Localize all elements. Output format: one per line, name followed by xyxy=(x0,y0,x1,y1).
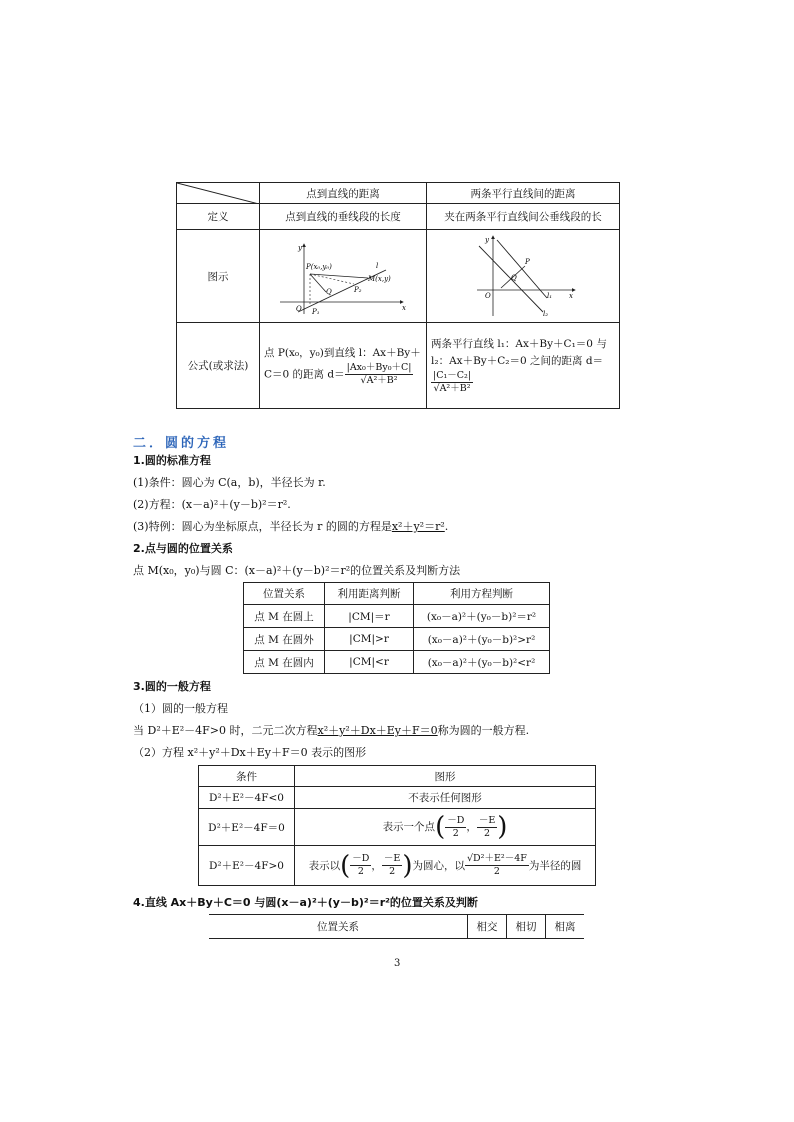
s3-p2-equation: x²＋y²＋Dx＋Ey＋F＝0 xyxy=(317,724,438,737)
fig1-label-p1: P₁ xyxy=(312,308,320,316)
ge-row3-figure xyxy=(295,846,596,886)
lc-header-intersect: 相交 xyxy=(468,915,507,939)
pc-header-relation: 位置关系 xyxy=(244,583,325,605)
s1-line3 xyxy=(133,518,448,534)
left-paren-icon: ( xyxy=(340,850,351,881)
right-paren-icon: ) xyxy=(497,812,508,842)
pc-row2-equation: (x₀－a)²＋(y₀－b)²>r² xyxy=(414,628,550,651)
ge-row2-frac1-num: －D xyxy=(447,814,465,826)
s2-intro: 点 M(x₀，y₀)与圆 C：(x－a)²＋(y－b)²＝r²的位置关系及判断方法 xyxy=(133,564,461,577)
formula-point-line2 xyxy=(264,362,426,387)
s3-p2-end: 称为圆的一般方程. xyxy=(437,724,530,737)
pc-row3-relation: 点 M 在圆内 xyxy=(244,651,325,674)
formula-par-line2: l₂：Ax＋By＋C₂＝0 之间的距离 d＝ xyxy=(431,355,604,367)
fig2-label-q: Q xyxy=(511,274,517,282)
lc-header-separate: 相离 xyxy=(546,915,585,939)
parallel-lines-diagram xyxy=(463,232,583,320)
s1-line3-text: (3)特例：圆心为坐标原点，半径长为 r 的圆的方程是 xyxy=(133,520,392,533)
general-equation-table xyxy=(198,765,596,886)
formula-point-prefix: C＝0 的距离 d＝ xyxy=(264,368,345,381)
left-paren-icon: ( xyxy=(435,812,446,842)
fig1-label-l: l xyxy=(376,262,379,270)
ge-row2-frac2 xyxy=(477,815,497,840)
fig1-label-m: M(x,y) xyxy=(368,275,391,283)
ge-row3-frac1-num: －D xyxy=(352,853,370,864)
figure-parallel-lines xyxy=(427,230,620,323)
row-label-formula: 公式(或求法) xyxy=(177,323,260,409)
formula-point-numerator: |Ax₀＋By₀＋C| xyxy=(346,362,412,373)
figure-point-line xyxy=(260,230,427,323)
ge-row2-frac1 xyxy=(445,815,466,840)
line-circle-table xyxy=(209,914,584,939)
pc-header-equation: 利用方程判断 xyxy=(414,583,550,605)
ge-row3-frac2-num: －E xyxy=(383,853,401,864)
pc-row3-equation: (x₀－a)²＋(y₀－b)²<r² xyxy=(414,651,550,674)
pc-header-distance: 利用距离判断 xyxy=(325,583,414,605)
distance-table xyxy=(176,182,620,409)
ge-row2-figure xyxy=(295,809,596,846)
formula-point-line1: 点 P(x₀，y₀)到直线 l：Ax＋By＋ xyxy=(264,347,421,359)
s1-line3-end: . xyxy=(444,520,449,533)
lc-header-tangent: 相切 xyxy=(507,915,546,939)
ge-row2-frac2-den: 2 xyxy=(484,827,491,839)
s1-line3-answer: x²＋y²＝r² xyxy=(391,520,445,533)
s1-line2: (2)方程：(x－a)²＋(y－b)²＝r². xyxy=(133,498,291,511)
s3-p3: （2）方程 x²＋y²＋Dx＋Ey＋F＝0 表示的图形 xyxy=(133,746,367,759)
fig2-label-x: x xyxy=(569,292,573,300)
ge-row3-radius xyxy=(465,853,529,878)
header-parallel-distance: 两条平行直线间的距离 xyxy=(427,183,620,204)
fig1-label-o: O xyxy=(296,305,302,313)
ge-row2-condition: D²＋E²－4F＝0 xyxy=(199,809,295,846)
formula-par-denominator: √A²＋B² xyxy=(433,383,471,394)
right-paren-icon: ) xyxy=(402,850,413,881)
ge-row3-radius-den: 2 xyxy=(493,866,500,877)
formula-point-denominator: √A²＋B² xyxy=(360,375,398,386)
s3-p1: （1）圆的一般方程 xyxy=(133,702,228,715)
header-point-distance: 点到直线的距离 xyxy=(260,183,427,204)
lc-header-relation: 位置关系 xyxy=(209,915,468,939)
point-line-diagram xyxy=(268,236,418,316)
ge-row2-frac1-den: 2 xyxy=(452,827,459,839)
fig1-label-p: P(x₀,y₀) xyxy=(306,263,332,271)
definition-point: 点到直线的垂线段的长度 xyxy=(260,204,427,230)
ge-row3-frac1-den: 2 xyxy=(357,866,364,877)
fig2-label-y: y xyxy=(485,236,489,244)
definition-parallel: 夹在两条平行直线间公垂线段的长 xyxy=(427,204,620,230)
ge-row1-figure: 不表示任何图形 xyxy=(295,787,596,809)
s3-p2-text: 当 D²＋E²－4F>0 时，二元二次方程 xyxy=(133,724,318,737)
ge-header-figure: 图形 xyxy=(295,766,596,787)
pc-row3-distance: |CM|<r xyxy=(325,651,414,674)
s4-title: 4.直线 Ax＋By＋C＝0 与圆(x－a)²＋(y－b)²＝r²的位置关系及判断 xyxy=(133,896,478,909)
ge-row3-frac1 xyxy=(350,853,371,878)
diagonal-line xyxy=(177,183,259,204)
ge-row2-frac2-num: －E xyxy=(478,814,496,826)
pc-row1-equation: (x₀－a)²＋(y₀－b)²＝r² xyxy=(414,605,550,628)
s1-line1: (1)条件：圆心为 C(a，b)，半径长为 r. xyxy=(133,476,326,489)
formula-par-fraction xyxy=(431,370,473,395)
ge-row3-sep: ， xyxy=(371,859,382,872)
ge-row3-radius-num: √D²＋E²－4F xyxy=(467,853,527,864)
fig2-label-l1: l₁ xyxy=(547,292,553,300)
formula-parallel xyxy=(427,323,620,409)
s3-title: 3.圆的一般方程 xyxy=(133,680,211,693)
s2-title: 2.点与圆的位置关系 xyxy=(133,542,233,555)
pc-row1-distance: |CM|＝r xyxy=(325,605,414,628)
page-number: 3 xyxy=(394,958,401,969)
ge-row2-sep: ， xyxy=(466,821,477,833)
ge-row1-condition: D²＋E²－4F<0 xyxy=(199,787,295,809)
ge-row2-prefix: 表示一个点 xyxy=(382,821,436,833)
ge-row3-mid: 为圆心，以 xyxy=(412,859,465,872)
fig1-label-y: y xyxy=(298,244,302,252)
pc-row1-relation: 点 M 在圆上 xyxy=(244,605,325,628)
pc-row2-relation: 点 M 在圆外 xyxy=(244,628,325,651)
row-label-definition: 定义 xyxy=(177,204,260,230)
row-label-figure: 图示 xyxy=(177,230,260,323)
ge-row3-post: 为半径的圆 xyxy=(528,859,582,872)
ge-header-condition: 条件 xyxy=(199,766,295,787)
formula-point xyxy=(260,323,427,409)
point-circle-table xyxy=(243,582,550,674)
fig1-label-p2: P₂ xyxy=(354,286,362,294)
fig2-label-l2: l₂ xyxy=(543,310,549,318)
fig1-label-q: Q xyxy=(326,288,332,296)
section-title: 二．圆的方程 xyxy=(133,436,230,451)
s1-title: 1.圆的标准方程 xyxy=(133,454,211,467)
formula-point-fraction xyxy=(345,362,414,387)
fig1-label-x: x xyxy=(402,304,406,312)
ge-row3-condition: D²＋E²－4F>0 xyxy=(199,846,295,886)
diagonal-header-cell xyxy=(177,183,260,204)
pc-row2-distance: |CM|>r xyxy=(325,628,414,651)
ge-row3-prefix: 表示以 xyxy=(308,859,341,872)
ge-row3-frac2 xyxy=(382,853,402,878)
formula-par-numerator: |C₁－C₂| xyxy=(433,370,472,381)
ge-row3-frac2-den: 2 xyxy=(389,866,396,877)
formula-par-line1: 两条平行直线 l₁：Ax＋By＋C₁＝0 与 xyxy=(431,338,607,350)
fig2-label-p: P xyxy=(525,258,530,266)
s3-p2 xyxy=(133,722,529,738)
fig2-label-o: O xyxy=(485,292,491,300)
